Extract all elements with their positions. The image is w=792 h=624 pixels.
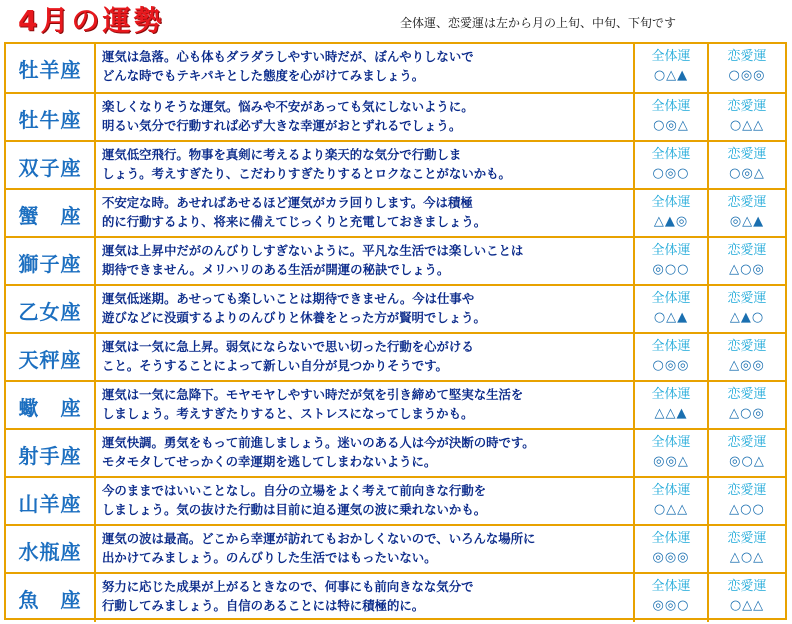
zodiac-sign: 牡牛座 [6,94,96,142]
fortune-text [96,142,635,190]
fortune-line-1: 不安定な時。あせればあせるほど運気がカラ回りします。今は積極 [102,195,473,210]
love-luck-label: 恋愛運 [727,339,767,354]
overall-luck-label: 全体運 [651,49,691,64]
love-luck-label: 恋愛運 [727,387,767,402]
fortune-line-2: モタモタしてせっかくの幸運期を逃してしまわないように。 [102,454,437,469]
love-luck-label: 恋愛運 [727,99,767,114]
overall-luck-label: 全体運 [651,435,691,450]
overall-luck-marks: ○△△ [653,502,689,517]
zodiac-sign: 乙女座 [6,286,96,334]
zodiac-sign: 天秤座 [6,334,96,382]
fortune-text [96,94,635,142]
overall-luck-cell [635,526,709,574]
love-luck-label: 恋愛運 [727,531,767,546]
fortune-text [96,574,635,622]
overall-luck-marks: △△▲ [654,406,688,421]
table-row [6,332,785,382]
table-row [6,44,785,92]
fortune-line-2: こと。そうすることによって新しい自分が見つかりそうです。 [102,358,448,373]
fortune-text [96,478,635,526]
overall-luck-cell [635,190,709,238]
love-luck-marks: ○◎△ [729,166,765,181]
table-row [6,428,785,478]
love-luck-cell [709,430,785,478]
overall-luck-label: 全体運 [651,195,691,210]
table-row [6,140,785,190]
love-luck-label: 恋愛運 [727,483,767,498]
love-luck-marks: △○△ [729,550,765,565]
fortune-line-2: 期待できません。メリハリのある生活が開運の秘訣でしょう。 [102,262,450,277]
overall-luck-marks: ◎◎◎ [652,550,690,565]
fortune-line-2: しましょう。気の抜けた行動は目前に迫る運気の波に乗れないかも。 [102,502,487,517]
love-luck-cell [709,574,785,622]
love-luck-cell [709,478,785,526]
overall-luck-label: 全体運 [651,243,691,258]
love-luck-cell [709,94,785,142]
love-luck-marks: △○○ [729,502,765,517]
love-luck-cell [709,44,785,92]
overall-luck-cell [635,478,709,526]
zodiac-sign: 蠍 座 [6,382,96,430]
overall-luck-marks: ◎◎○ [652,598,690,613]
fortune-line-1: 運気は一気に急上昇。弱気にならないで思い切った行動を心がける [102,339,474,354]
love-luck-cell [709,190,785,238]
overall-luck-label: 全体運 [651,531,691,546]
love-luck-label: 恋愛運 [727,579,767,594]
header-note: 全体運、恋愛運は左から月の上旬、中旬、下旬です [400,16,677,30]
overall-luck-marks: △▲◎ [653,214,689,229]
love-luck-marks: ○◎◎ [728,68,766,83]
overall-luck-label: 全体運 [651,339,691,354]
fortune-line-2: 的に行動するより、将来に備えてじっくりと充電しておきましょう。 [102,214,487,229]
love-luck-marks: ○△△ [729,598,765,613]
love-luck-label: 恋愛運 [727,435,767,450]
overall-luck-cell [635,94,709,142]
fortune-line-2: 行動してみましょう。自信のあることには特に積極的に。 [102,598,425,613]
overall-luck-cell [635,382,709,430]
fortune-text [96,44,635,92]
fortune-line-2: しょう。考えすぎたり、こだわりすぎたりするとロクなことがないかも。 [102,166,511,181]
zodiac-sign: 蟹 座 [6,190,96,238]
overall-luck-label: 全体運 [651,579,691,594]
overall-luck-marks: ○◎○ [652,166,690,181]
overall-luck-cell [635,574,709,622]
fortune-line-2: 遊びなどに没頭するよりのんびりと休養をとった方が賢明でしょう。 [102,310,486,325]
table-row [6,572,785,622]
fortune-text [96,190,635,238]
fortune-line-2: しましょう。考えすぎたりすると、ストレスになってしまうかも。 [102,406,474,421]
love-luck-cell [709,526,785,574]
love-luck-cell [709,142,785,190]
table-row [6,284,785,334]
love-luck-label: 恋愛運 [727,291,767,306]
fortune-text [96,334,635,382]
table-row [6,380,785,430]
zodiac-sign: 獅子座 [6,238,96,286]
fortune-line-1: 運気の波は最高。どこから幸運が訪れてもおかしくないので、いろんな場所に [102,531,536,546]
love-luck-cell [709,382,785,430]
overall-luck-marks: ○△▲ [653,68,689,83]
overall-luck-marks: ◎◎△ [653,454,689,469]
fortune-line-1: 努力に応じた成果が上がるときなので、何事にも前向きなな気分で [102,579,474,594]
table-row [6,236,785,286]
overall-luck-cell [635,44,709,92]
love-luck-label: 恋愛運 [727,147,767,162]
fortune-text [96,286,635,334]
zodiac-sign: 双子座 [6,142,96,190]
fortune-text [96,526,635,574]
zodiac-sign: 射手座 [6,430,96,478]
zodiac-sign: 山羊座 [6,478,96,526]
love-luck-label: 恋愛運 [727,49,767,64]
fortune-text [96,238,635,286]
overall-luck-marks: ○△▲ [653,310,689,325]
love-luck-cell [709,238,785,286]
love-luck-cell [709,334,785,382]
fortune-line-1: 運気は急落。心も体もダラダラしやすい時だが、ぼんやりしないで [102,49,474,64]
overall-luck-marks: ○◎△ [653,118,689,133]
fortune-line-1: 運気低迷期。あせっても楽しいことは期待できません。今は仕事や [102,291,475,306]
fortune-line-1: 運気は上昇中だがのんびりしすぎないように。平凡な生活では楽しいことは [102,243,524,258]
love-luck-marks: △◎◎ [729,358,765,373]
fortune-line-1: 運気は一気に急降下。モヤモヤしやすい時だが気を引き締めて堅実な生活を [102,387,524,402]
table-row [6,476,785,526]
page-title: 4月の運勢 [18,4,165,37]
overall-luck-cell [635,238,709,286]
header [0,0,792,42]
fortune-text [96,382,635,430]
horoscope-table [4,42,787,620]
zodiac-sign: 牡羊座 [6,44,96,92]
overall-luck-marks: ○◎◎ [652,358,690,373]
overall-luck-label: 全体運 [651,387,691,402]
love-luck-marks: △○◎ [729,262,765,277]
love-luck-label: 恋愛運 [727,243,767,258]
overall-luck-label: 全体運 [651,483,691,498]
overall-luck-label: 全体運 [651,291,691,306]
fortune-line-1: 運気快調。勇気をもって前進しましょう。迷いのある人は今が決断の時です。 [102,435,535,450]
overall-luck-cell [635,286,709,334]
love-luck-marks: ◎△▲ [729,214,765,229]
overall-luck-marks: ◎○○ [652,262,690,277]
overall-luck-cell [635,334,709,382]
table-row [6,188,785,238]
overall-luck-cell [635,142,709,190]
table-row [6,92,785,142]
overall-luck-cell [635,430,709,478]
love-luck-label: 恋愛運 [727,195,767,210]
zodiac-sign: 魚 座 [6,574,96,622]
love-luck-marks: ◎○△ [729,454,765,469]
fortune-line-2: 明るい気分で行動すれば必ず大きな幸運がおとずれるでしょう。 [102,118,462,133]
fortune-line-1: 運気低空飛行。物事を真剣に考えるより楽天的な気分で行動しま [102,147,462,162]
love-luck-marks: △▲○ [729,310,765,325]
zodiac-sign: 水瓶座 [6,526,96,574]
overall-luck-label: 全体運 [651,147,691,162]
love-luck-marks: △○◎ [729,406,765,421]
love-luck-marks: ○△△ [729,118,765,133]
love-luck-cell [709,286,785,334]
fortune-line-2: どんな時でもテキパキとした態度を心がけてみましょう。 [102,68,425,83]
overall-luck-label: 全体運 [651,99,691,114]
fortune-line-2: 出かけてみましょう。のんびりした生活ではもったいない。 [102,550,437,565]
fortune-line-1: 今のままではいいことなし。自分の立場をよく考えて前向きな行動を [102,483,487,498]
fortune-text [96,430,635,478]
fortune-line-1: 楽しくなりそうな運気。悩みや不安があっても気にしないように。 [102,99,474,114]
table-row [6,524,785,574]
